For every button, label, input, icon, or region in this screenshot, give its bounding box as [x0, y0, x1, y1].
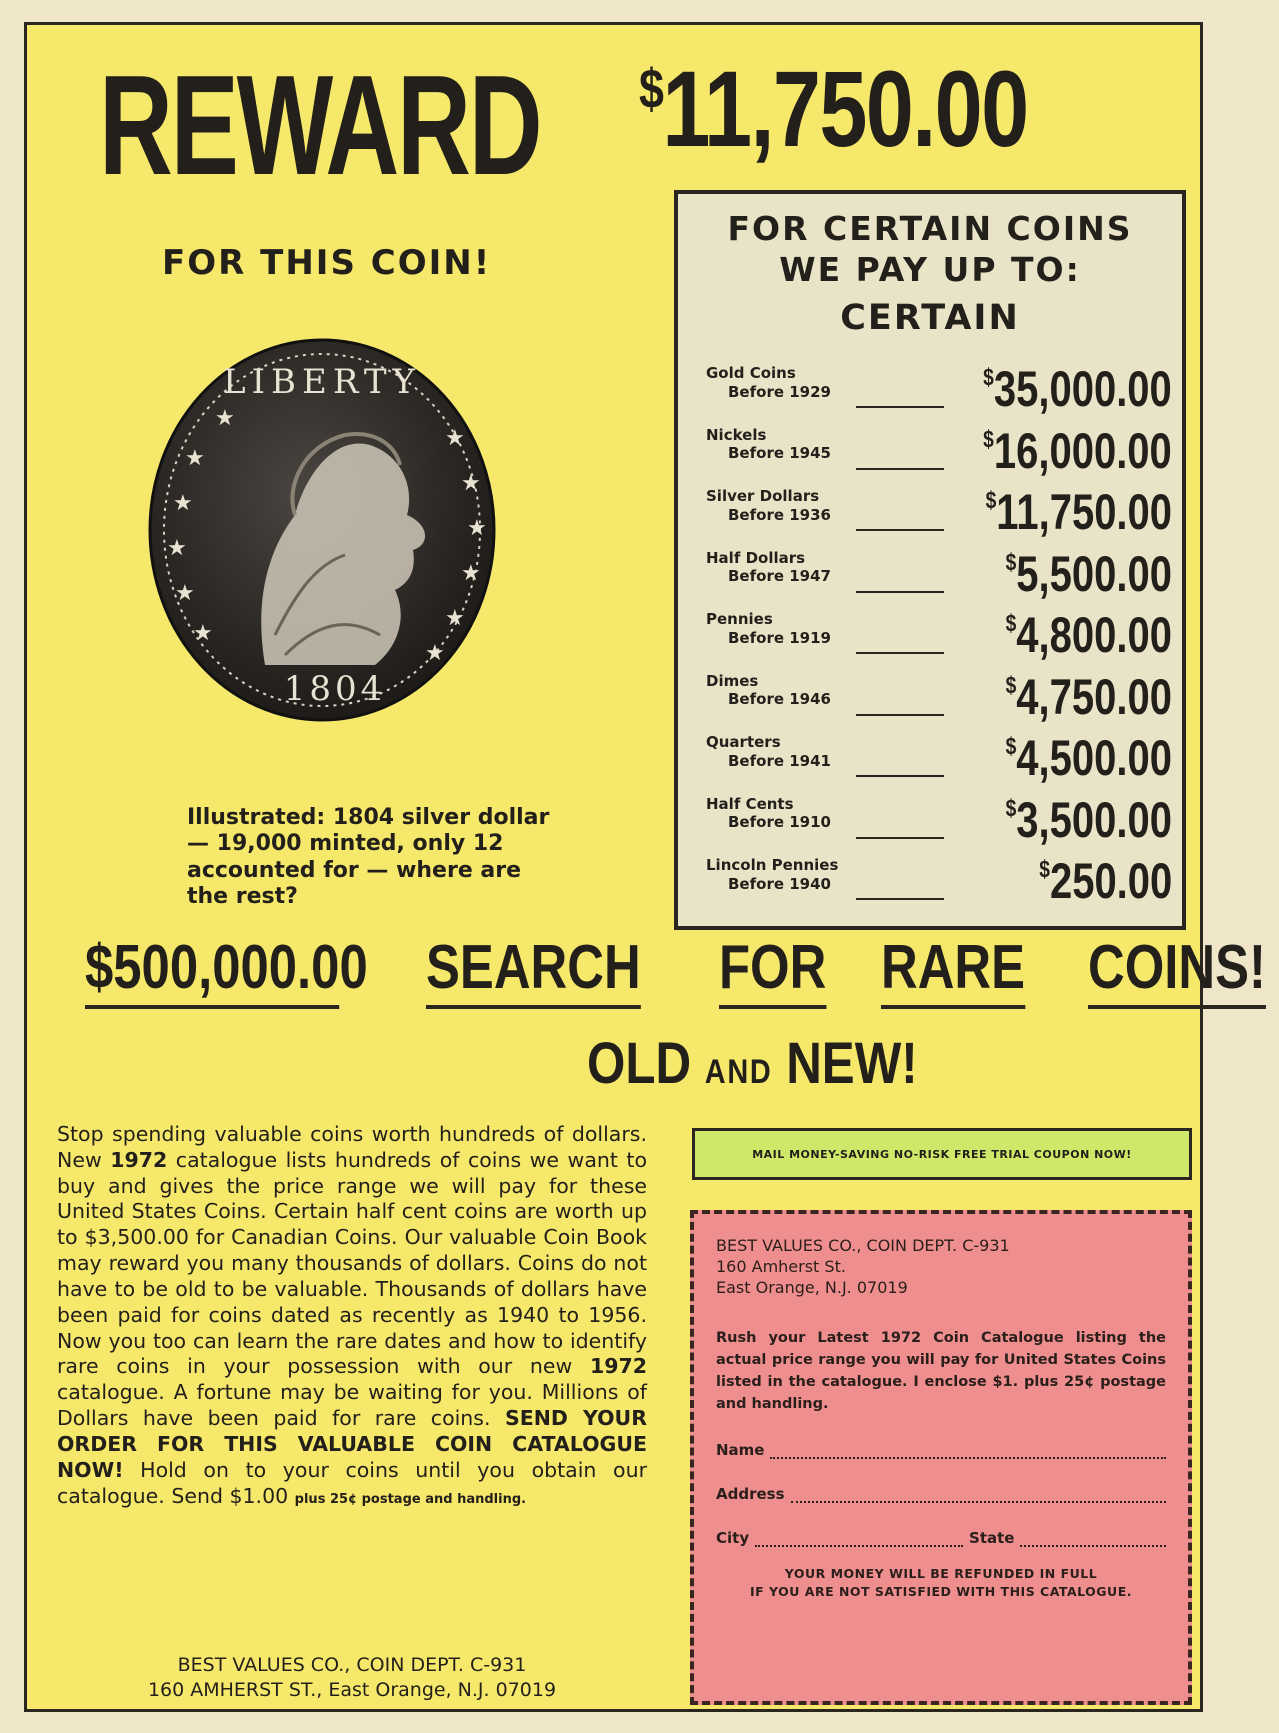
coin-period: Before 1940	[728, 874, 831, 893]
coin-type: Lincoln Pennies	[706, 856, 839, 874]
svg-text:★: ★	[467, 516, 487, 541]
body-text-part: Stop spending valuable coins worth hundreds of dollars. New	[57, 1122, 647, 1172]
body-call-to-action: SEND YOUR ORDER FOR THIS VALUABLE COIN CATALOGUE NOW!	[57, 1406, 647, 1482]
headline-word: RARE	[881, 937, 1025, 1009]
body-copy	[57, 1122, 647, 1509]
headline-word: $500,000.00	[85, 937, 339, 1009]
coin-caption: Illustrated: 1804 silver dollar — 19,000 minted, only 12 accounted for — where are the rest?	[187, 805, 550, 910]
price-row: Silver Dollars Before 1936 $11,750.00	[706, 484, 1172, 540]
svg-text:★: ★	[167, 536, 187, 561]
svg-text:★: ★	[461, 561, 481, 586]
refund-guarantee	[716, 1565, 1166, 1600]
company-line2: 160 AMHERST ST., East Orange, N.J. 07019	[147, 1678, 557, 1701]
coin-price: 3,500.00	[1016, 791, 1172, 848]
headline-and: AND	[704, 1053, 773, 1091]
address-input[interactable]	[791, 1487, 1166, 1503]
city-input[interactable]	[755, 1531, 963, 1547]
coin-type: Nickels	[706, 425, 767, 444]
search-headline	[85, 933, 1267, 1009]
coupon-message: Rush your Latest 1972 Coin Catalogue listing the actual price range you will pay for United States Coins listed in the catalogue. I enclose $1. plus 25¢ postage and handling.	[716, 1330, 1166, 1412]
coupon-address-line1: BEST VALUES CO., COIN DEPT. C-931	[716, 1236, 1010, 1255]
headline-old: OLD	[587, 1031, 692, 1096]
coupon-address	[716, 1236, 1166, 1298]
headline-word: COINS!	[1088, 937, 1266, 1009]
coin-type: Half Dollars	[706, 548, 806, 567]
price-row: Pennies Before 1919 $4,800.00	[706, 607, 1172, 663]
name-field[interactable]	[716, 1441, 1166, 1459]
headline-word: FOR	[719, 937, 826, 1009]
coin-price: 11,750.00	[996, 484, 1172, 540]
price-row: Nickels Before 1945 $16,000.00	[706, 422, 1172, 479]
headline-new: NEW!	[786, 1031, 918, 1096]
silver-dollar-coin-illustration	[145, 335, 499, 725]
price-row: Dimes Before 1946 $4,750.00	[706, 668, 1172, 725]
address-field[interactable]	[716, 1485, 1166, 1503]
address-label: Address	[716, 1485, 785, 1504]
coin-price: 16,000.00	[994, 422, 1172, 479]
price-row: Gold Coins Before 1929 $35,000.00	[706, 361, 1172, 417]
coin-period: Before 1919	[728, 628, 831, 647]
name-label: Name	[716, 1441, 765, 1460]
coin-period: Before 1929	[728, 382, 831, 401]
svg-text:★: ★	[193, 621, 213, 646]
price-table-heading	[678, 208, 1182, 340]
reward-heading: REWARD	[99, 46, 541, 205]
price-row: Half Cents Before 1910 $3,500.00	[706, 791, 1172, 848]
body-text-part: catalogue. A fortune may be waiting for you. Millions of Dollars have been paid for rare coins.	[57, 1380, 647, 1431]
coin-price: 4,800.00	[1016, 607, 1172, 663]
for-this-coin-label: FOR THIS COIN!	[162, 243, 492, 283]
coin-price: 250.00	[1049, 853, 1172, 909]
svg-text:★: ★	[445, 426, 465, 451]
name-input[interactable]	[770, 1443, 1166, 1459]
price-row: Quarters Before 1941 $4,500.00	[706, 730, 1172, 786]
coin-type: Half Cents	[706, 794, 794, 813]
refund-line1: YOUR MONEY WILL BE REFUNDED IN FULL	[784, 1566, 1098, 1582]
state-input[interactable]	[1020, 1531, 1166, 1547]
order-coupon[interactable]	[690, 1210, 1192, 1705]
price-heading-line3: CERTAIN	[840, 297, 1020, 338]
body-year: 1972	[589, 1354, 647, 1379]
company-line1: BEST VALUES CO., COIN DEPT. C-931	[177, 1654, 527, 1676]
coin-type: Dimes	[706, 671, 759, 690]
coin-price: 35,000.00	[994, 361, 1172, 417]
coupon-address-line2: 160 Amherst St.	[716, 1256, 846, 1276]
reward-amount	[639, 48, 1028, 169]
coin-period: Before 1941	[728, 751, 831, 770]
refund-line2: IF YOU ARE NOT SATISFIED WITH THIS CATALOGUE.	[750, 1583, 1132, 1599]
price-table	[674, 190, 1186, 930]
body-postage-note: plus 25¢ postage and handling.	[294, 1491, 527, 1507]
svg-text:★: ★	[185, 446, 205, 471]
svg-text:★: ★	[461, 471, 481, 496]
coin-year: 1804	[283, 669, 387, 709]
svg-text:★: ★	[445, 606, 465, 631]
svg-text:★: ★	[175, 581, 195, 606]
body-year: 1972	[110, 1147, 168, 1172]
coupon-banner: MAIL MONEY-SAVING NO-RISK FREE TRIAL COUPON NOW!	[692, 1128, 1192, 1180]
coin-period: Before 1945	[728, 444, 831, 463]
headline-word: SEARCH	[426, 937, 641, 1009]
coin-price: 4,750.00	[1016, 668, 1172, 725]
svg-text:★: ★	[215, 406, 235, 431]
city-label: City	[716, 1529, 750, 1548]
company-address	[57, 1653, 647, 1702]
svg-text:★: ★	[173, 491, 193, 516]
coin-price: 4,500.00	[1016, 730, 1172, 786]
body-text-part: Hold on to your coins until you obtain our catalogue. Send $1.00	[57, 1457, 647, 1508]
price-heading-line1: FOR CERTAIN COINS	[727, 209, 1133, 248]
coin-period: Before 1946	[728, 690, 831, 709]
price-rows	[706, 361, 1176, 918]
svg-text:★: ★	[425, 641, 445, 666]
coin-type: Pennies	[706, 610, 773, 628]
price-heading-line2: WE PAY UP TO:	[779, 250, 1081, 290]
old-and-new-headline	[587, 1031, 918, 1096]
coin-type: Quarters	[706, 733, 781, 751]
coin-period: Before 1910	[728, 813, 831, 832]
coin-type: Silver Dollars	[706, 487, 820, 505]
state-label: State	[969, 1529, 1015, 1548]
coin-period: Before 1936	[728, 505, 831, 524]
price-row: Half Dollars Before 1947 $5,500.00	[706, 545, 1172, 602]
dollar-sign: $	[639, 57, 663, 120]
coupon-address-line3: East Orange, N.J. 07019	[716, 1277, 908, 1297]
coin-price: 5,500.00	[1016, 545, 1172, 602]
coin-legend: LIBERTY	[223, 362, 421, 402]
coin-period: Before 1947	[728, 567, 831, 586]
price-row: Lincoln Pennies Before 1940 $250.00	[706, 853, 1172, 909]
coin-type: Gold Coins	[706, 364, 796, 382]
reward-amount-value: 11,750.00	[662, 48, 1028, 169]
body-text-part: catalogue lists hundreds of coins we want to buy and gives the price range we will pay for these United States Coins. Certain half cent coins are worth up to $3,500.00 for Canadian Coins. Our valuable Coin Book may reward you many thousands of dollars. Coins do not have to be old to be valuable. Thousands of dollars have been paid for coins dated as recently as 1940 to 1956. Now you too can learn the rare dates and how to identify rare coins in your possession with our new	[57, 1147, 647, 1379]
advertisement-page	[24, 22, 1267, 1712]
city-state-field[interactable]	[716, 1529, 1166, 1547]
